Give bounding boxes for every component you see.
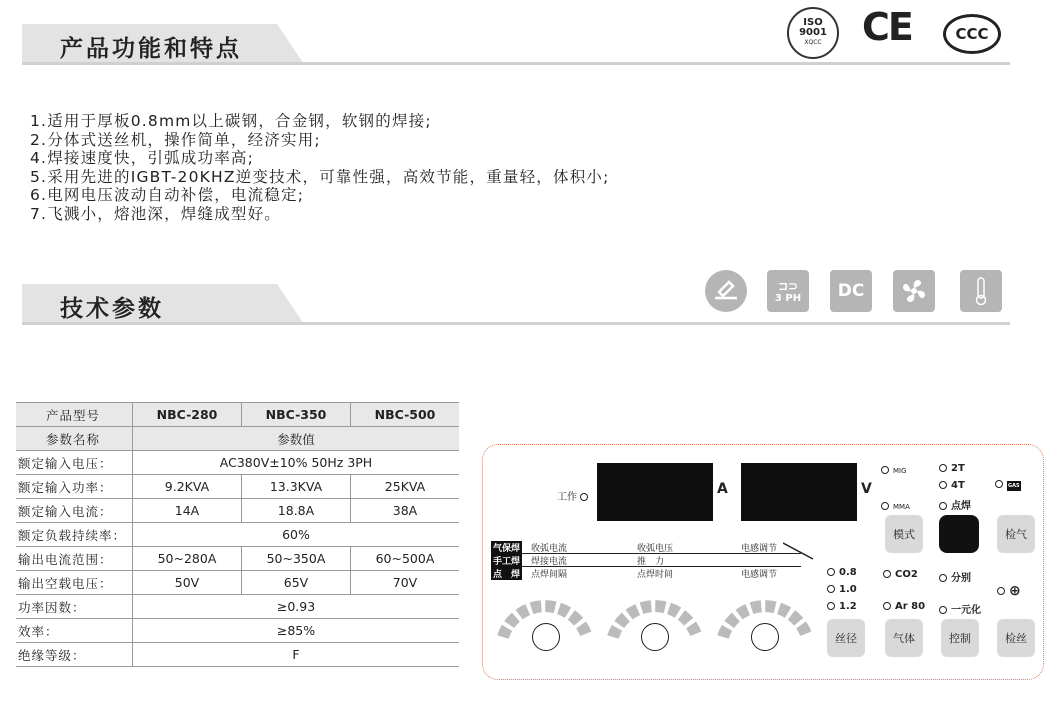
feature-item: 4.焊接速度快，引弧成功率高;	[30, 149, 255, 167]
table-row	[16, 499, 459, 523]
wire-feed-indicator	[997, 583, 1021, 599]
knob-1[interactable]	[532, 623, 560, 651]
feature-item: 5.采用先进的IGBT-20KHZ逆变技术，可靠性强，高效节能，重量轻，体积小;	[30, 167, 610, 186]
led-icon	[827, 568, 835, 576]
mode-row	[491, 541, 801, 554]
mma-option	[881, 501, 910, 512]
work-indicator	[557, 488, 592, 503]
mode-legend	[491, 541, 801, 579]
mig-option	[881, 465, 907, 476]
led-icon	[883, 602, 891, 610]
led-icon	[939, 574, 947, 582]
table-row	[16, 475, 459, 499]
mode-param: 电感调节	[741, 544, 778, 554]
3ph-icon	[767, 270, 809, 312]
led-icon	[939, 502, 947, 510]
row-value: 65V	[242, 571, 351, 595]
row-label: 额定输入电压：	[16, 451, 133, 475]
model-cell: NBC-280	[133, 403, 242, 427]
iso-sub: XQCC	[804, 39, 822, 46]
param-label: 参数名称	[16, 427, 133, 451]
2t-label: 2T	[951, 463, 965, 474]
row-value: 9.2KVA	[133, 475, 242, 499]
wire-check-button[interactable]: 检丝	[997, 619, 1035, 657]
wire-option	[827, 601, 857, 612]
model-cell: NBC-350	[242, 403, 351, 427]
mode-param: 点焊间隔	[531, 570, 568, 580]
mode-tag: 点 焊	[491, 567, 522, 580]
table-row	[16, 571, 459, 595]
model-label: 产品型号	[16, 403, 133, 427]
led-icon	[881, 502, 889, 510]
work-label: 工作	[557, 492, 577, 503]
mode-row	[491, 567, 801, 579]
ctrl-option	[939, 601, 981, 616]
value-label: 参数值	[133, 427, 460, 451]
led-icon	[939, 481, 947, 489]
spot-label: 点焊	[951, 501, 971, 512]
features-title: 产品功能和特点	[60, 36, 242, 62]
wire-diameter-button[interactable]: 丝径	[827, 619, 865, 657]
model-cell: NBC-500	[351, 403, 460, 427]
row-label: 功率因数：	[16, 595, 133, 619]
mode-row	[491, 554, 801, 567]
voltage-display	[741, 463, 857, 521]
row-value: 50V	[133, 571, 242, 595]
mode-param: 点焊时间	[637, 570, 674, 580]
wire-option	[827, 567, 857, 578]
feature-item: 1.适用于厚板0.8mm以上碳钢，合金钢，软钢的焊接;	[30, 112, 432, 130]
table-row	[16, 547, 459, 571]
row-value: ≥85%	[133, 619, 460, 643]
control-button[interactable]: 控制	[941, 619, 979, 657]
welding-icon	[705, 270, 747, 312]
ampere-unit: A	[717, 481, 728, 497]
table-row	[16, 451, 459, 475]
specs-title: 技术参数	[60, 296, 164, 322]
wire-option	[827, 584, 857, 595]
2t-option	[939, 463, 965, 474]
mode-param: 收弧电流	[531, 544, 568, 554]
led-icon	[997, 587, 1005, 595]
iso-text: ISO	[803, 17, 823, 28]
led-icon	[827, 602, 835, 610]
ctrl-label: 分别	[951, 573, 971, 584]
row-value: 18.8A	[242, 499, 351, 523]
row-value: 60~500A	[351, 547, 460, 571]
led-icon	[883, 570, 891, 578]
small-display	[939, 515, 979, 553]
ctrl-option	[939, 569, 971, 584]
3ph-label: 3 PH	[774, 292, 802, 304]
row-value: AC380V±10% 50Hz 3PH	[133, 451, 460, 475]
fan-icon	[893, 270, 935, 312]
wire-label: 0.8	[839, 567, 857, 578]
thermometer-icon-glyph	[971, 275, 991, 307]
features-list	[30, 112, 610, 223]
welding-icon-glyph	[711, 278, 741, 304]
led-icon	[827, 585, 835, 593]
spec-table	[16, 402, 459, 667]
row-value: F	[133, 643, 460, 667]
iso-number: 9001	[799, 27, 827, 38]
row-label: 额定输入电流：	[16, 499, 133, 523]
gas-indicator	[995, 479, 1021, 491]
ccc-mark-logo: CCC	[943, 14, 1001, 54]
row-label: 效率：	[16, 619, 133, 643]
row-label: 额定输入功率：	[16, 475, 133, 499]
knob-3[interactable]	[751, 623, 779, 651]
iso-9001-logo	[787, 7, 839, 59]
mode-button[interactable]: 模式	[885, 515, 923, 553]
mode-param: 焊接电流	[531, 557, 568, 567]
mode-param: 推 力	[637, 557, 665, 567]
gas-option	[883, 601, 925, 612]
table-row	[16, 619, 459, 643]
row-value: 60%	[133, 523, 460, 547]
wire-label: 1.0	[839, 584, 857, 595]
feature-item: 6.电网电压波动自动补偿，电流稳定;	[30, 186, 305, 204]
mode-tag: 气保焊	[491, 541, 522, 554]
table-row	[16, 643, 459, 667]
4t-option	[939, 480, 965, 491]
led-icon	[580, 493, 588, 501]
row-value: 14A	[133, 499, 242, 523]
wire-label: 1.2	[839, 601, 857, 612]
row-value: 50~280A	[133, 547, 242, 571]
mode-param: 电感调节	[741, 570, 778, 580]
mode-tag: 手工焊	[491, 554, 522, 567]
dc-icon: DC	[830, 270, 872, 312]
table-row	[16, 523, 459, 547]
row-label: 额定负载持续率：	[16, 523, 133, 547]
gas-label: CO2	[895, 569, 918, 580]
ctrl-label: 一元化	[951, 605, 981, 616]
row-label: 输出空载电压：	[16, 571, 133, 595]
row-value: ≥0.93	[133, 595, 460, 619]
row-value: 13.3KVA	[242, 475, 351, 499]
table-row	[16, 427, 459, 451]
section-rule	[22, 322, 1010, 325]
feature-item: 2.分体式送丝机，操作简单，经济实用;	[30, 130, 321, 149]
divider-line	[783, 541, 823, 561]
table-row	[16, 595, 459, 619]
spot-option	[939, 497, 971, 512]
led-icon	[939, 464, 947, 472]
led-icon	[995, 480, 1003, 488]
ce-mark-logo: CE	[862, 5, 912, 49]
wire-feed-icon: ⊕	[1009, 583, 1021, 599]
mig-label: MIG	[893, 467, 907, 475]
table-row	[16, 403, 459, 427]
row-label: 输出电流范围：	[16, 547, 133, 571]
control-panel	[482, 444, 1044, 680]
mma-label: MMA	[893, 503, 910, 511]
row-value: 38A	[351, 499, 460, 523]
row-value: 50~350A	[242, 547, 351, 571]
row-value: 25KVA	[351, 475, 460, 499]
ampere-display	[597, 463, 713, 521]
gas-label: Ar 80	[895, 601, 926, 612]
knob-2[interactable]	[641, 623, 669, 651]
gas-option	[883, 569, 918, 580]
fan-icon-glyph	[899, 276, 929, 306]
led-icon	[881, 466, 889, 474]
row-value: 70V	[351, 571, 460, 595]
thermometer-icon	[960, 270, 1002, 312]
plug-icon: ⊐⊃	[777, 278, 799, 293]
mode-param: 收弧电压	[637, 544, 674, 554]
gas-button[interactable]: 气体	[885, 619, 923, 657]
row-label: 绝缘等级：	[16, 643, 133, 667]
gas-check-button[interactable]: 检气	[997, 515, 1035, 553]
led-icon	[939, 606, 947, 614]
voltage-unit: V	[861, 481, 872, 497]
feature-item: 7.飞溅小，熔池深，焊缝成型好。	[30, 204, 281, 223]
4t-label: 4T	[951, 480, 965, 491]
gas-cylinder-icon: GAS	[1008, 483, 1020, 489]
